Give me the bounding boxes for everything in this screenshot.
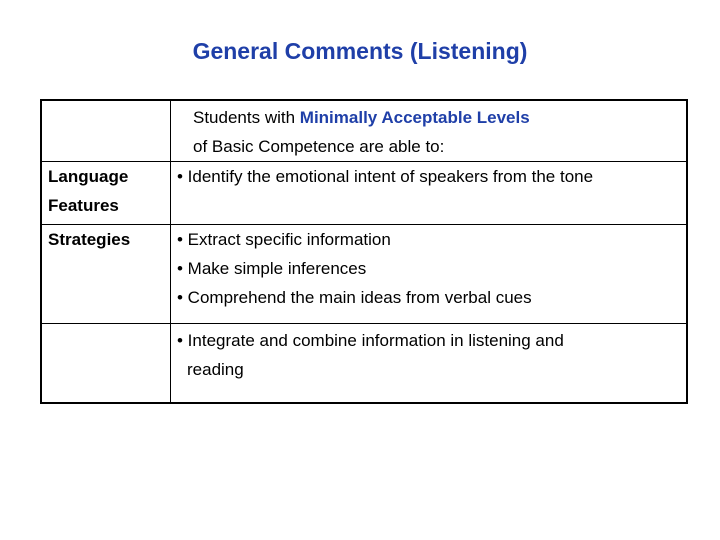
row-label-language-features bbox=[41, 162, 171, 225]
list-item: • Integrate and combine information in listening and bbox=[177, 331, 564, 350]
label-line-features: Features bbox=[48, 196, 119, 215]
label-line-language: Language bbox=[48, 167, 129, 186]
row-label-strategies bbox=[41, 225, 171, 324]
table-row-integration bbox=[41, 324, 687, 404]
header-prefix: Students with bbox=[193, 108, 300, 127]
row-content-language-features bbox=[171, 162, 688, 225]
page-title: General Comments (Listening) bbox=[192, 38, 528, 64]
row-content-strategies bbox=[171, 225, 688, 324]
header-label-cell bbox=[41, 100, 171, 162]
header-line-1 bbox=[177, 101, 686, 132]
table-row-strategies bbox=[41, 225, 687, 324]
list-item: • Make simple inferences bbox=[177, 259, 367, 278]
list-item: • Comprehend the main ideas from verbal cues bbox=[177, 288, 532, 307]
header-line-2: of Basic Competence are able to: bbox=[193, 137, 445, 156]
row-label-empty bbox=[41, 324, 171, 404]
list-item: • Identify the emotional intent of speakers from the tone bbox=[177, 167, 594, 186]
table-row-language-features bbox=[41, 162, 687, 225]
header-text-cell bbox=[171, 100, 688, 162]
list-item: • Extract specific information bbox=[177, 230, 391, 249]
header-highlight: Minimally Acceptable Levels bbox=[299, 108, 530, 127]
list-item-continuation: reading bbox=[187, 360, 244, 379]
table-header-row bbox=[41, 100, 687, 162]
row-content-integration bbox=[171, 324, 688, 404]
label-line-strategies: Strategies bbox=[48, 230, 131, 249]
competence-table bbox=[40, 99, 688, 404]
